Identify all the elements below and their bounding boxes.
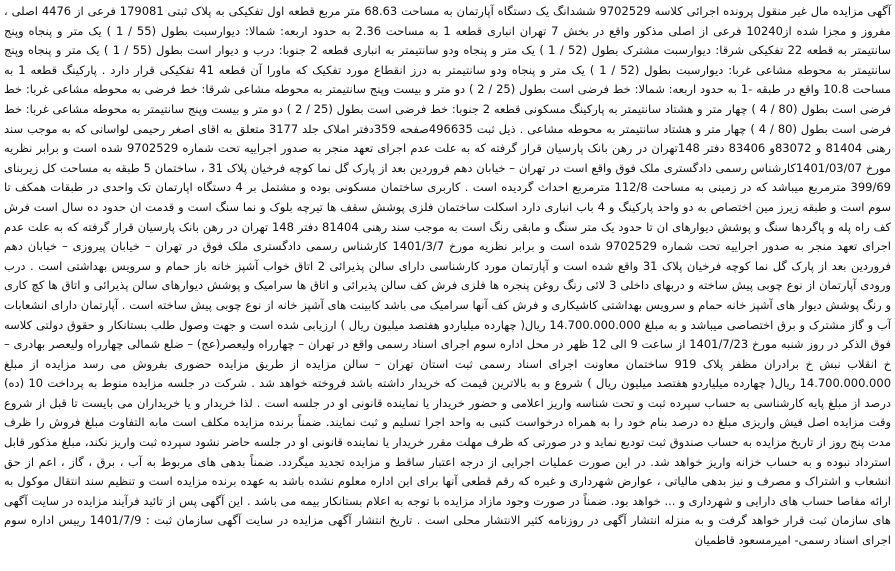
auction-notice-text: آگهی مزایده مال غیر منقول پرونده اجرائی کلاسه 9702529 ششدانگ یک دستگاه آپارتمان به مساحت 68.63 متر مربع قطعه اول تفکیکی به پلاک ثبتی 179081 فرعی از 4476 اصلی ، مفروز و مجزا شده از10240 فرعی از اصلی مذکور واقع در بخش 7 تهران انباری قطعه 1 به مساحت 2.36 به حدود اربعه: شمالا: دیوارسبت بطول (55 / 1 ) یک متر و پنجاه وپنج سانتیمتر به قطعه 22 تفکیکی شرقا: دیوارسبت مشترک بطول (52 / 1 ) یک متر و پنجاه ودو سانتیمتر به انباری قطعه 2 جنوبا: درب و دیوار است بطول (55 / 1 ) یک متر و پنجاه وپنج سانتیمتر به محوطه مشاعی غربا: دیوارسبت بطول (52 / 1 ) یک متر و پنجاه ودو سانتیمتر به درز انقطاع مورد تفکیک که ماورا آن قطعه 41 تفکیکی قرار دارد . پارکینگ قطعه 1 به مساحت 10.8 واقع در طبقه -1 به حدود اربعه: شمالا: خط فرضی است بطول (25 / 2 ) دو متر و بیست وپنج سانتیمتر به محوطه مشاعی شرقا: خط فرضی به محوطه مشاعی غربا: خط فرضی است بطول (80 / 4 ) چهار متر و هشتاد سانتیمتر به پارکینگ مسکونی قطعه 2 جنوبا: خط فرضی است بطول (25 / 2 ) دو متر و بیست وپنج سانتیمتر به محوطه مشاعی غربا: خط فرضی است بطول (80 / 4 ) چهار متر و هشتاد سانتیمتر به محوطه مشاعی . ذیل ثبت 496635صفحه 359دفتر املاک جلد 3177 متعلق به اقای اصغر رحیمی لواسانی که به موجب سند رهنی 81404 و 83072و 83406 دفتر 148تهران در رهن بانک پارسیان قرار گرفته که به علت عدم اجرای تعهد منجر به صدور اجراییه تحت شماره 9702529 شده است و برابر نظریه مورخ 1401/03/07کارشناس رسمی دادگستری ملک فوق واقع است در تهران – خیابان دهم فروردین بعد از پارک گل نما کوچه فرخیان پلاک 31 ، ساختمان 5 طبقه به مساحت کل زیربنای 399/69 مترمربع میباشد که در زمینی به مساحت 112/8 مترمربع احداث گردیده است . کاربری ساختمان مسکونی بوده و مشتمل بر 4 دستگاه اپارتمان تک واحدی در طبقات همکف تا سوم است و طبقه زیرز مین اختصاص به دو واحد پارکینگ و 4 باب انباری دارد اسکلت ساختمان فلزی پوشش سقف ها تیرچه بلوک و نما سنگ است و قدمت ان حدود ده سال است فرش کف راه پله و پاگردها سنگ و پوشش دیوارهای ان تا حدود یک متر سنگ و مابقی رنگ است به موجب سند رهنی 81404 دفتر 148 تهران در رهن بانک پارسیان قرار گرفته که به علت عدم اجرای تعهد منجر به صدور اجراییه تحت شماره 9702529 شده است و برابر نظریه مورخ 1401/3/7 کارشناس رسمی دادگستری ملک فوق در تهران – خیابان پیروزی – خیابان دهم فروردین بعد از پارک گل نما کوچه فرخیان پلاک 31 واقع شده است و آپارتمان مورد کارشناسی دارای سالن پذیرائی 2 اتاق خواب آشپز خانه باز حمام و سرویس بهداشتی است . درب ورودی آپارتمان از نوع چوبی پیش ساخته و دربهای داخلی 3 لائی رنگ روغن پنجره ها فلزی فرش کف سالن پذیرائی و اتاق ها سرامیک و پوشش دیوارهای سالن پذیرائی و اتاق ها کچ کاری و رنگ پوشش دیوار های آشپز خانه حمام و سرویس بهداشتی کاشیکاری و فرش کف آنها سرامیک می باشد کابینت های آشپز خانه از نوع چوبی پیش ساخته است . آپارتمان دارای انشعابات آب و گاز مشترک و برق اختصاصی میباشد و به مبلغ 14.700.000.000 ریال( چهارده میلیاردو هفتصد میلیون ریال ) ارزیابی شده است و جهت وصول طلب بستانکار و حقوق دولتی کلاسه فوق الذکر در روز شنبه مورخ 1401/7/23 از ساعت 9 الی 12 ظهر در محل اداره سوم اجرای اسناد رسمی واقع در تهران – چهارراه ولیعصر(عج) – ضلع شمالی چهارراه ولیعصر بهادری – خ انقلاب نبش خ برادران مظفر پلاک 919 ساختمان معاونت اجرای اسناد رسمی ثبت استان تهران – سالن مزایده از طریق مزایده حضوری بفروش می رسد مزایده از مبلغ 14.700.000.000 ریال( چهارده میلیاردو هفتصد میلیون ریال ) شروع و به بالاترین قیمت که خریدار داشته باشد فروخته خواهد شد . شرکت در جلسه مزایده منوط به پرداخت 10 (ده) درصد از مبلغ پایه کارشناسی به حساب سپرده ثبت و تحت شناسه واریز اعلامی و حضور خریدار یا نماینده قانونی او در جلسه است . لذا خریدار و یا خریداران می بایست تا قبل از شروع وقت مزایده اصل فیش واریزی مبلغ ده درصد بنام خود را به همراه درخواست کتبی به واحد اجرا تسلیم و ثبت نمایند. ضمناً برنده مزایده مکلف است مابه التفاوت مبلغ فروش را ظرف مدت پنج روز از تاریخ مزایده به حساب صندوق ثبت تودیع نماید و در صورتی که ظرف مهلت مقرر خریدار یا نماینده قانونی او در جلسه حاضر نشود سپرده ثبت واریز نکند، مبلغ مذکور قابل استرداد نبوده و به حساب خزانه واریز خواهد شد. در این صورت عملیات اجرایی از درجه اعتبار ساقط و مزایده تجدید میگردد. ضمناً بدهی های مربوط به آب ، برق ، گاز ، اعم از حق انشعاب و اشتراک و مصرف و نیز بدهی مالیاتی ، عوارض شهرداری و غیره که رقم قطعی آنها برای این اداره معلوم نشده باشد به عهده برنده مزایده است و تنظیم سند انتقال موکول به ارائه مفاصا حساب های دارایی و شهرداری و ... خواهد بود. ضمناً در صورت وجود مازاد مزایده با توجه به اعلام بستانکار بیمه می باشد . این آگهی پس از تائید فرآیند مزایده در سایت آگهی های سازمان ثبت قرار خواهد گرفت و به منزله انتشار آگهی در روزنامه کثیر الانتشار محلی است . تاریخ انتشار آگهی مزایده در سایت آگهی سازمان ثبت : 1401/7/9 رییس اداره سوم اجرای اسناد رسمی- امیرمسعود قاطمیان [4, 4, 892, 548]
